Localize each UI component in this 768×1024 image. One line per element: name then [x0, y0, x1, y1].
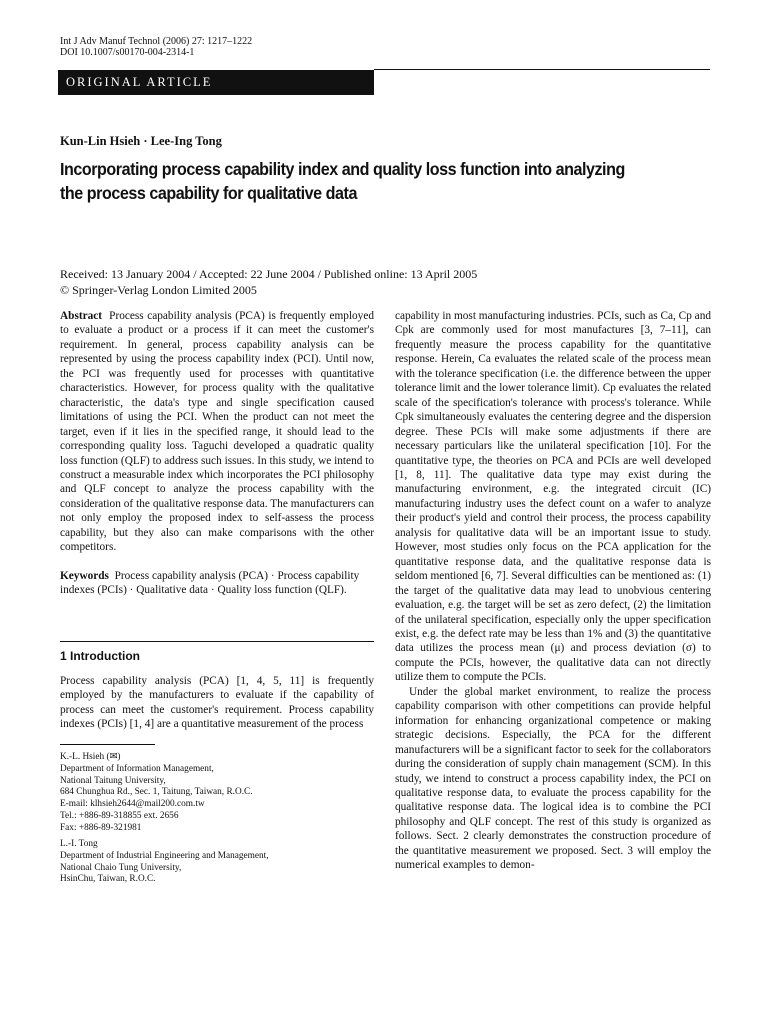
article-type-banner	[58, 70, 374, 95]
introduction-text: Process capability analysis (PCA) [1, 4, 5, 11] is frequently employed by the manufacturers to evaluate if the capability of process can meet the customer's requirement. Process capability indexes (PCIs) [1, 4] are a quantitative measurement of the process	[60, 675, 374, 731]
keywords-text: Process capability analysis (PCA) · Process capability indexes (PCIs) · Qualitative data · Quality loss function (QLF).	[60, 569, 360, 597]
affiliation-2	[60, 839, 269, 886]
affil2-line: Department of Industrial Engineering and Management,	[60, 850, 269, 861]
journal-doi: DOI 10.1007/s00170-004-2314-1	[60, 47, 195, 58]
keywords-label: Keywords	[60, 569, 109, 582]
copyright: © Springer-Verlag London Limited 2005	[60, 283, 257, 297]
publication-info	[60, 266, 477, 298]
article-title	[60, 157, 722, 205]
authors: Kun-Lin Hsieh · Lee-Ing Tong	[60, 134, 222, 148]
section-rule	[60, 641, 374, 642]
article-type-label: ORIGINAL ARTICLE	[66, 75, 213, 89]
affil1-email: E-mail: klhsieh2644@mail200.com.tw	[60, 799, 205, 810]
affil1-line: K.-L. Hsieh (✉)	[60, 752, 121, 762]
abstract-block	[60, 309, 374, 598]
right-paragraph-2: Under the global market environment, to realize the process capability comparison with other competitions can provide helpful information for enhancing organizational competence or making strategic decisions. Especially, the PCA for the different manufacturers will be a significant factor to seek for the collaborators during the consideration of supply chain management (SCM). In this study, we intend to construct a process capability index, the PCI on qualitative response data, to evaluate the process capability for the qualitative response data. The logical idea is to combine the PCI philosophy and QLF concept. The rest of this study is organized as follows. Sect. 2 clearly demonstrates the construction procedure of the quantitative measurement we proposed. Sect. 3 will employ the numerical examples to demon-	[395, 685, 711, 872]
journal-citation: Int J Adv Manuf Technol (2006) 27: 1217–1222	[60, 36, 253, 47]
affil1-fax: Fax: +886-89-321981	[60, 822, 142, 833]
abstract-label: Abstract	[60, 310, 103, 322]
journal-header	[60, 36, 252, 58]
affil2-line: L.-I. Tong	[60, 839, 98, 849]
right-paragraph-1: capability in most manufacturing industries. PCIs, such as Ca, Cp and Cpk are commonly used for most manufactures [3, 7–11], can frequently measure the process capability for the quantitative response. Herein, Ca evaluates the related scale of the process mean with the tolerance specification (i.e. the difference between the upper tolerance limit and the lower tolerance limit). Cp evaluates the related scale of the specification's tolerance with process's tolerance. While Cpk simultaneously evaluates the centering degree and the dispersion degree. These PCIs will make some adjustments if there are necessary particulars like the unilateral specification [10]. For the quantitative type, the theories on PCA and PCIs are well developed [1, 8, 11]. The qualitative data type may exist during the manufacturing environment, e.g. the integrated circuit (IC) manufacturing industry uses the defect count on a wafer to analyze their product's yield and control their process, the process capability analysis for qualitative data will be an important issue to study. However, most studies only focus on the PCA application for the quantitative response data, and the qualitative response data is seldom mentioned [6, 7]. Several difficulties can be mentioned as: (1) the target of the qualitative data may lead to unobvious centering evaluation, e.g. the target will be set as zero defect, (2) the limitation of the unilateral specification, especially only the upper specification exist, e.g. the defect rate may be less than 1% and (3) the quantitative data utilizes the process mean (μ) and process deviation (σ) to compute the PCIs, however, the qualitative data can not directly utilize them to compute the PCIs.	[395, 310, 711, 684]
affiliation-1	[60, 752, 253, 835]
title-line-2: the process capability for qualitative data	[60, 183, 357, 203]
received-dates: Received: 13 January 2004 / Accepted: 22 June 2004 / Published online: 13 April 2005	[60, 267, 478, 281]
right-column	[395, 309, 711, 873]
affil1-line: Department of Information Management,	[60, 763, 214, 774]
abstract-text: Process capability analysis (PCA) is frequently employed to evaluate a product or a process if it can meet the customer's requirement. In general, process capability analysis can be represented by using the process capability index (PCI). Until now, the PCI was frequently used for processes with quantitative characteristics. However, for process quality with the qualitative characteristic, the data's type and single specification caused limitations of using the PCI. When the product can not meet the target, even if it lies in the specified range, it should lead to the corresponding quality loss. Taguchi developed a quadratic quality loss function (QLF) to address such issues. In this study, we intend to construct a measurable index which incorporates the PCI philosophy and QLF concept to analyze the process capability with the consideration of the qualitative response data. The manufacturers can not only employ the proposed index to self-assess the process capability, but they also can make comparisons with the other competitors.	[60, 310, 374, 554]
affil2-line: HsinChu, Taiwan, R.O.C.	[60, 874, 156, 885]
title-line-1: Incorporating process capability index and quality loss function into analyzing	[60, 159, 625, 179]
affil1-line: National Taitung University,	[60, 775, 166, 786]
affil1-line: 684 Chunghua Rd., Sec. 1, Taitung, Taiwan, R.O.C.	[60, 787, 253, 798]
affil2-line: National Chaio Tung University,	[60, 862, 182, 873]
footnote-rule	[60, 744, 155, 745]
affil1-tel: Tel.: +886-89-318855 ext. 2656	[60, 810, 179, 821]
section-heading: 1 Introduction	[60, 649, 140, 663]
header-rule	[374, 69, 710, 70]
